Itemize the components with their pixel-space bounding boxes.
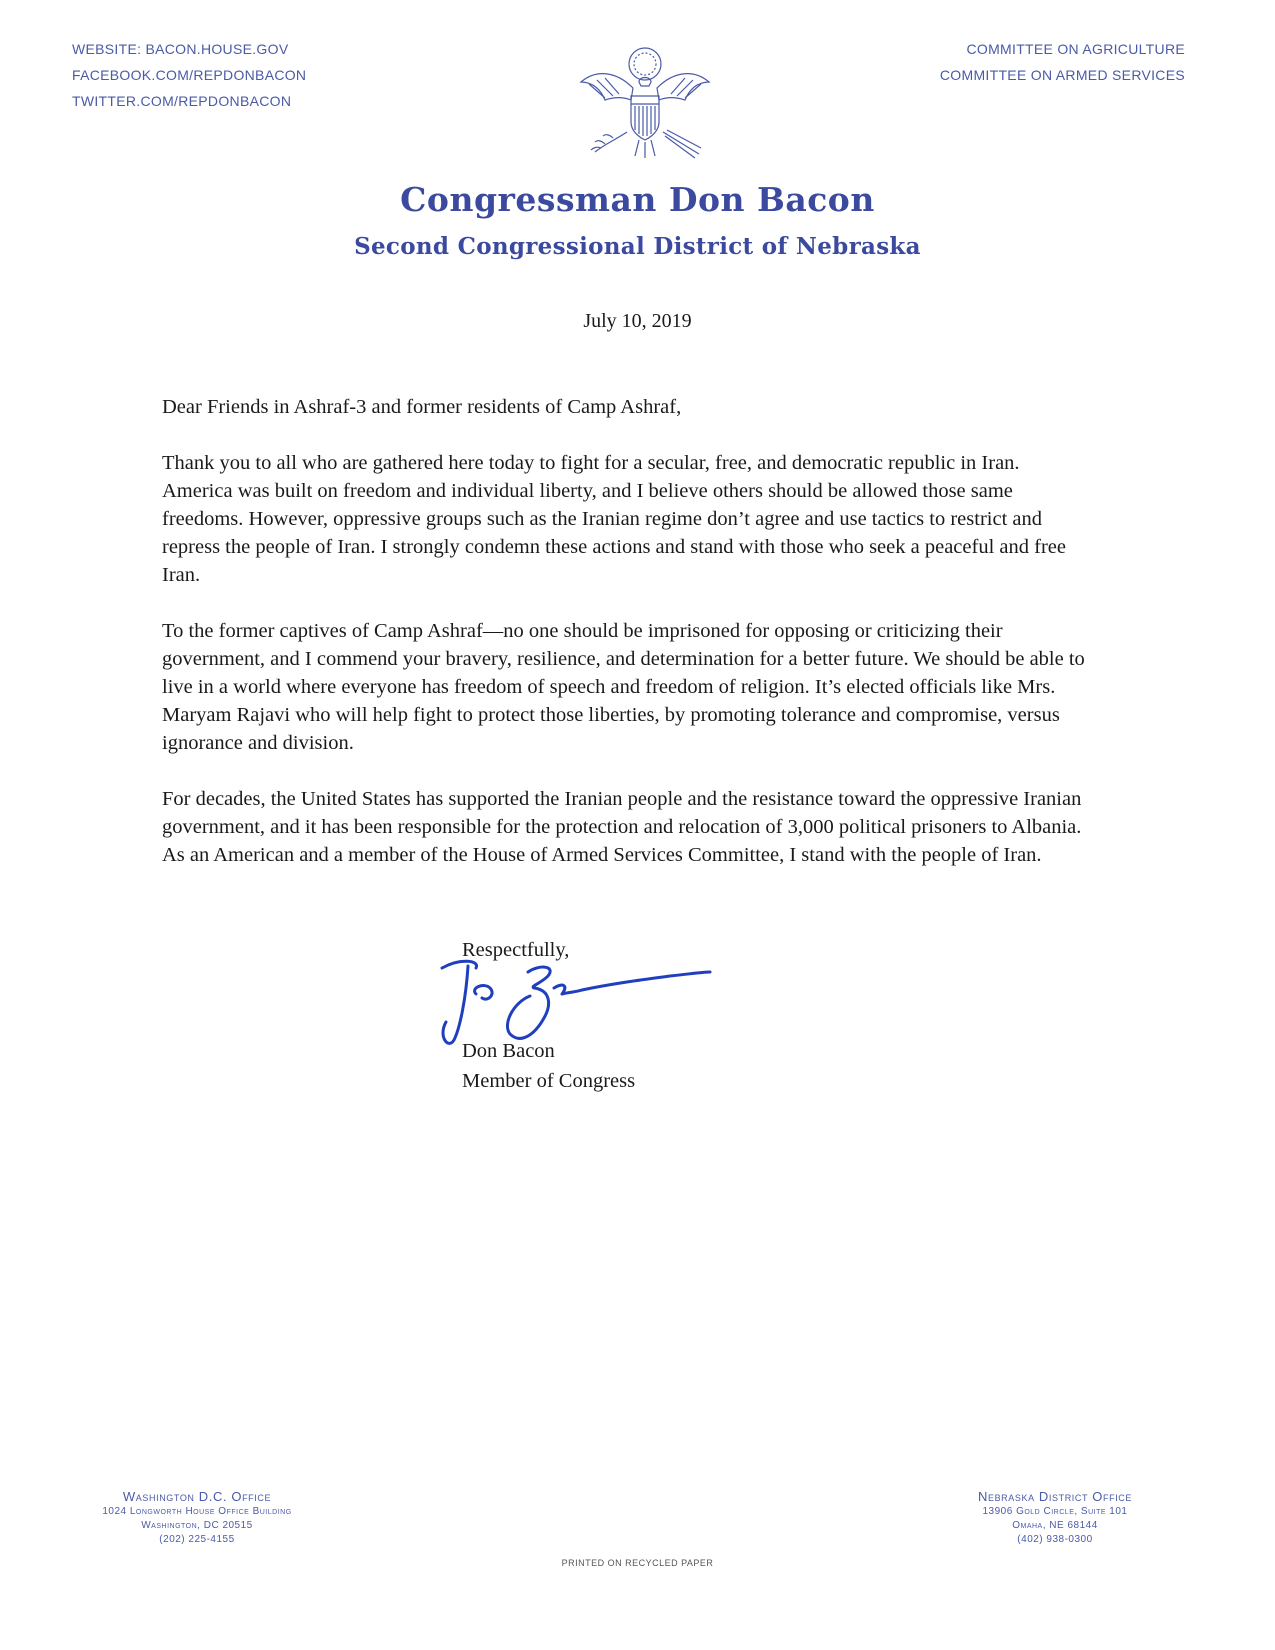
salutation: Dear Friends in Ashraf-3 and former residents of Camp Ashraf, <box>162 396 682 418</box>
dc-office-address: 1024 Longworth House Office Building <box>102 1506 292 1517</box>
committee-agriculture: COMMITTEE ON AGRICULTURE <box>966 41 1185 57</box>
committee-armed-services: COMMITTEE ON ARMED SERVICES <box>939 67 1185 83</box>
dc-office-phone: (202) 225-4155 <box>159 1534 235 1545</box>
signer-title: Member of Congress <box>462 1070 636 1092</box>
closing: Respectfully, <box>462 939 570 961</box>
paragraph-2: To the former captives of Camp Ashraf—no one should be imprisoned for opposing or criticizing their government, and I commend your bravery, resilience, and determination for a better future. We should be able to live in a world where everyone has freedom of speech and freedom of religion. It’s elected officials like Mrs. Maryam Rajavi who will help fight to protect those liberties, by promoting tolerance and compromise, versus ignorance and division. <box>162 620 1085 754</box>
district-office-title: Nebraska District Office <box>977 1489 1133 1504</box>
congressman-name-heading: Congressman Don Bacon <box>400 180 875 219</box>
committee-list <box>940 36 1185 88</box>
great-seal-eagle-icon <box>575 40 715 165</box>
paragraph-3: For decades, the United States has supported the Iranian people and the resistance toward the oppressive Iranian government, and it has been responsible for the protection and relocation of 3,000 political prisoners to Albania. As an American and a member of the House of Armed Services Committee, I stand with the people of Iran. <box>162 788 1082 866</box>
district-subheading: Second Congressional District of Nebraska <box>354 233 921 260</box>
dc-office-title: Washington D.C. Office <box>122 1489 272 1504</box>
twitter-link: TWITTER.COM/REPDONBACON <box>72 93 292 109</box>
dc-office-block <box>72 1488 322 1547</box>
recycled-paper-note: PRINTED ON RECYCLED PAPER <box>561 1558 714 1568</box>
letter-date: July 10, 2019 <box>583 310 692 332</box>
letter-body <box>162 393 1092 897</box>
contact-links <box>72 36 306 114</box>
website-link: WEBSITE: BACON.HOUSE.GOV <box>72 41 289 57</box>
paragraph-1: Thank you to all who are gathered here today to fight for a secular, free, and democratic republic in Iran. America was built on freedom and individual liberty, and I believe others should be allowed those same freedoms. However, oppressive groups such as the Iranian regime don’t agree and use tactics to restrict and repress the people of Iran. I strongly condemn these actions and stand with those who seek a peaceful and free Iran. <box>162 452 1066 586</box>
facebook-link: FACEBOOK.COM/REPDONBACON <box>72 67 307 83</box>
district-office-city: Omaha, NE 68144 <box>1012 1520 1098 1531</box>
signer-name: Don Bacon <box>462 1040 555 1062</box>
district-office-address: 13906 Gold Circle, Suite 101 <box>982 1506 1128 1517</box>
district-office-block <box>930 1488 1180 1547</box>
dc-office-city: Washington, DC 20515 <box>141 1520 253 1531</box>
district-office-phone: (402) 938-0300 <box>1017 1534 1093 1545</box>
